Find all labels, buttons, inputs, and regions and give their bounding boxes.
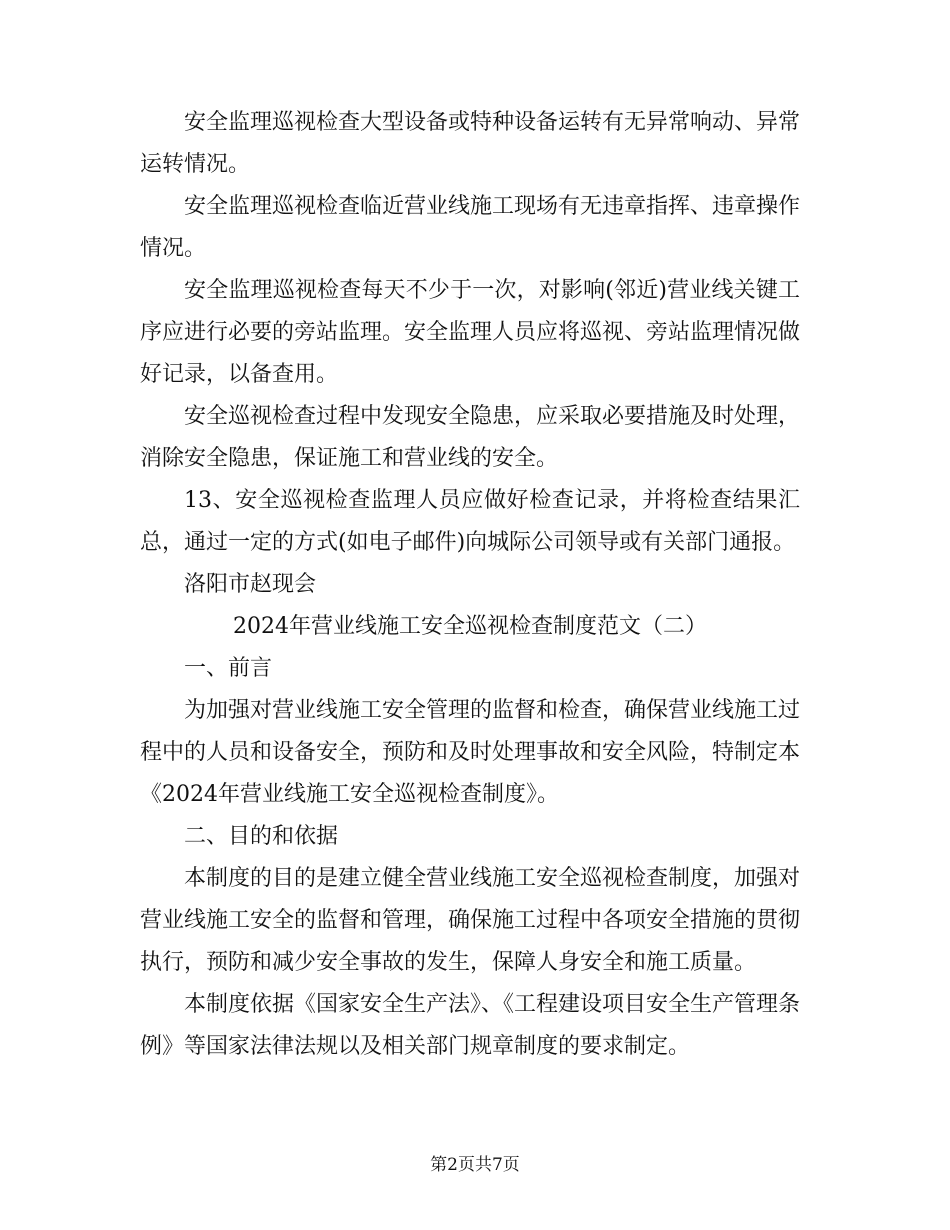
- section-heading: 二、目的和依据: [184, 824, 339, 849]
- paragraph: 本制度依据《国家安全生产法》、《工程建设项目安全生产管理条例》等国家法律法规以及相关部门规章制度的要求制定。: [140, 992, 801, 1059]
- section-title: 2024年营业线施工安全巡视检查制度范文（二）: [233, 614, 707, 639]
- paragraph: 安全监理巡视检查大型设备或特种设备运转有无异常响动、异常运转情况。: [140, 110, 801, 177]
- section-heading: 一、前言: [184, 656, 273, 681]
- page-footer: 第2页共7页: [430, 1155, 520, 1175]
- paragraph: 本制度的目的是建立健全营业线施工安全巡视检查制度，加强对营业线施工安全的监督和管理，确保施工过程中各项安全措施的贯彻执行，预防和减少安全事故的发生，保障人身安全和施工质量。: [140, 866, 801, 975]
- paragraph: 安全监理巡视检查每天不少于一次，对影响(邻近)营业线关键工序应进行必要的旁站监理。安全监理人员应将巡视、旁站监理情况做好记录，以备查用。: [140, 278, 801, 387]
- paragraph: 安全监理巡视检查临近营业线施工现场有无违章指挥、违章操作情况。: [140, 194, 801, 261]
- paragraph: 13、安全巡视检查监理人员应做好检查记录，并将检查结果汇总，通过一定的方式(如电子邮件)向城际公司领导或有关部门通报。: [140, 488, 800, 555]
- paragraph: 为加强对营业线施工安全管理的监督和检查，确保营业线施工过程中的人员和设备安全，预防和及时处理事故和安全风险，特制定本《2024年营业线施工安全巡视检查制度》。: [140, 698, 801, 807]
- document-body: [140, 102, 800, 1068]
- author-line: 洛阳市赵现会: [184, 572, 317, 597]
- paragraph: 安全巡视检查过程中发现安全隐患，应采取必要措施及时处理，消除安全隐患，保证施工和营业线的安全。: [140, 404, 801, 471]
